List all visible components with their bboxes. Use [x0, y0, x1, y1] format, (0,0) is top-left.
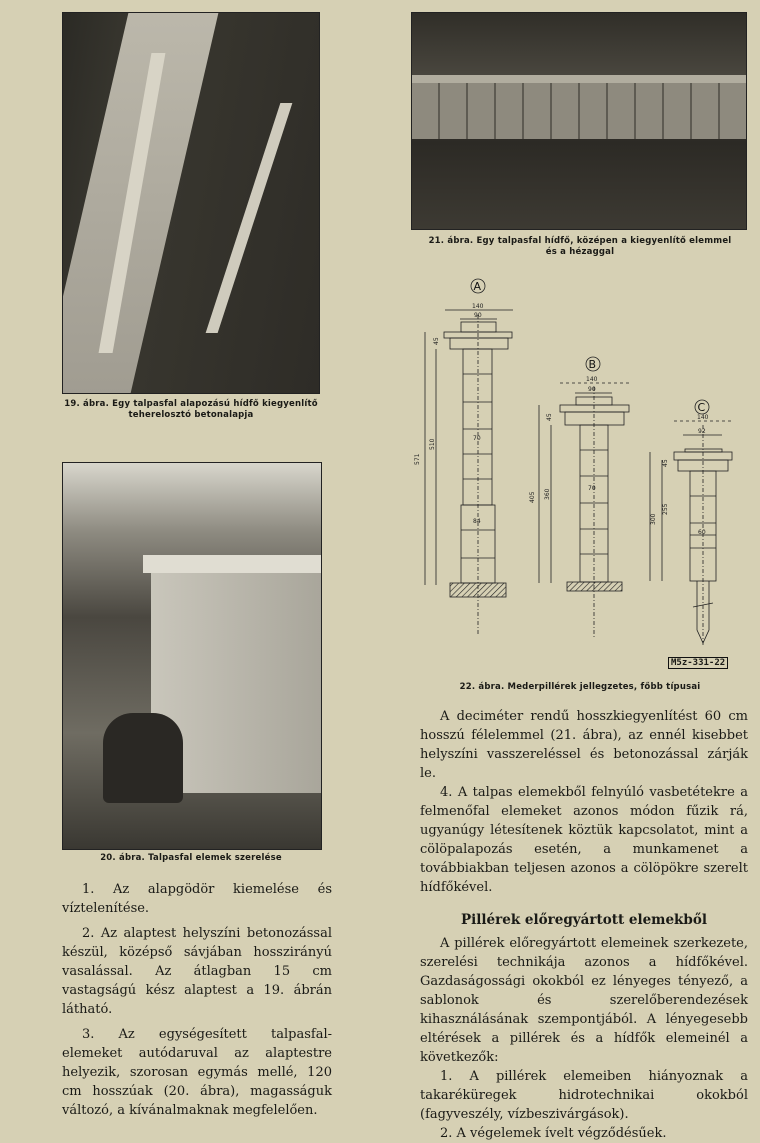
caption-line: és a hézaggal	[545, 247, 615, 257]
dim-a-w2: 84	[473, 518, 481, 525]
paragraph: A pillérek előregyártott elemeinek szerkezete, szerelési technikája azonos a hídfőkével. Gazdaságossági okokból ez lényeges tényező, a sablonok és szerelőberendezések kihasználásának szempontjából. A lényegesebb eltérések a pillérek és a hídfők elemeinél a következők:	[420, 936, 748, 1065]
dim-a-w1: 70	[473, 435, 481, 442]
worker	[103, 713, 183, 803]
dim-c-total: 300	[650, 513, 657, 525]
paragraph: 4. A talpas elemekből felnyúló vasbetétekre a felmenőfal elemeket azonos módon fűzik rá, ugyanúgy létesítenek köztük kapcsolatot, mint a cölöpalapozás esetén, a munkamenet a továbbiakban teljesen azonos a cölöpökre szerelt hídfőkével.	[420, 785, 748, 895]
dim-c-h2: 255	[662, 503, 669, 515]
dim-a-cap: 90	[474, 312, 482, 319]
figure-21-caption	[410, 236, 750, 258]
paragraph: 1. Az alapgödör kiemelése és víztelenítése.	[62, 882, 332, 916]
paragraph: 2. A végelemek ívelt végződésűek.	[440, 1126, 667, 1141]
dim-c-cap: 92	[698, 428, 706, 435]
dim-b-h2: 360	[544, 488, 551, 500]
dim-c-w: 60	[698, 529, 706, 536]
right-column-text	[420, 707, 748, 1143]
pillar-b	[529, 357, 630, 637]
dim-b-cap: 90	[588, 386, 596, 393]
section-heading: Pillérek előregyártott elemekből	[461, 912, 707, 928]
figure-22-caption: 22. ábra. Mederpillérek jellegzetes, főbb típusai	[459, 682, 701, 692]
paragraph: 2. Az alaptest helyszíni betonozással készül, középső sávjában hosszirányú vasalással. Az átlagban 15 cm vastagságú kész alaptest a 19. ábrán látható.	[62, 926, 332, 1017]
dim-b-h1: 45	[546, 413, 553, 421]
pillar-c	[650, 400, 732, 645]
dim-c-h1: 45	[662, 459, 669, 467]
figure-20-photo	[62, 462, 322, 850]
paragraph: A deciméter rendű hosszkiegyenlítést 60 cm hosszú félelemmel (21. ábra), az ennél kisebbet helyszíni vasszereléssel és betonozással zárják le.	[420, 709, 748, 781]
paragraph: 3. Az egységesített talpasfal-elemeket autódaruval az alaptestre helyezik, szorosan egymás mellé, 120 cm hosszúak (20. ábra), magasságuk változó, a kívánalmaknak megfelelően.	[62, 1027, 332, 1118]
dim-b-total: 405	[529, 491, 536, 503]
caption-line: 19. ábra. Egy talpasfal alapozású hídfő kiegyenlítő	[64, 399, 318, 409]
figure-19-photo	[62, 12, 320, 394]
caption-line: 21. ábra. Egy talpasfal hídfő, középen a kiegyenlítő elemmel	[428, 236, 732, 246]
figure-21-photo	[411, 12, 747, 230]
dim-a-h1: 45	[433, 337, 440, 345]
dim-a-total: 571	[414, 453, 421, 465]
dim-b-w: 70	[588, 485, 596, 492]
paragraph: 1. A pillérek elemeiben hiányoznak a takaréküregek hidrotechnikai okokból (fagyveszély, vízbeszivárgások).	[420, 1069, 748, 1122]
dim-b-top: 140	[586, 376, 598, 383]
slab-edge-right	[206, 103, 293, 333]
caption-line: teherelosztó betonalapja	[128, 410, 254, 420]
concrete-slab	[62, 12, 223, 394]
figure-22-drawing	[410, 275, 750, 655]
label-a: A	[473, 280, 482, 293]
dim-a-h2: 510	[429, 438, 436, 450]
label-c: C	[697, 401, 706, 414]
dim-a-top: 140	[472, 303, 484, 310]
left-column-text	[62, 880, 332, 1120]
pillar-a	[414, 279, 513, 635]
wall-elements	[412, 81, 746, 139]
wall-top-beam	[412, 75, 746, 83]
wall-element-top	[143, 555, 321, 573]
label-b: B	[588, 358, 597, 371]
figure-22-stamp: M5z-331-22	[668, 657, 728, 669]
figure-20-caption: 20. ábra. Talpasfal elemek szerelése	[100, 853, 282, 863]
dim-c-top: 140	[697, 414, 709, 421]
figure-19-caption	[60, 399, 322, 421]
